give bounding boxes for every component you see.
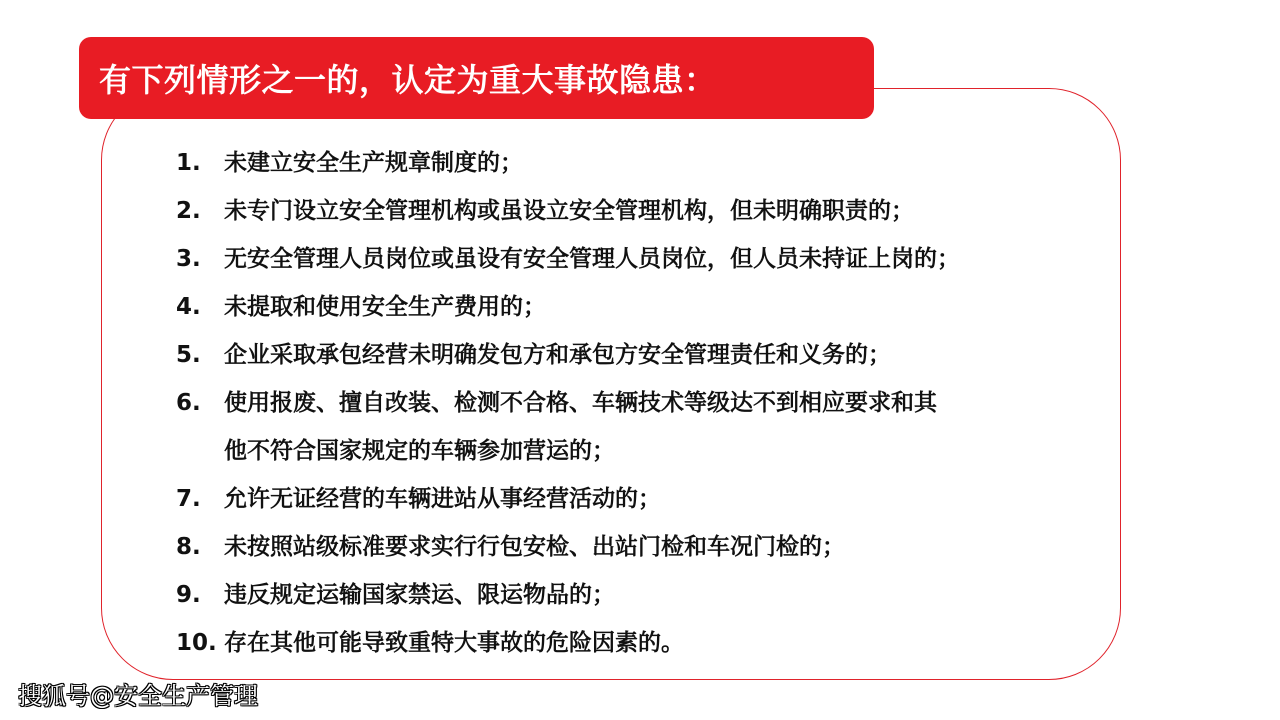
list-item — [176, 571, 1076, 619]
item-text-line-1: 使用报废、擅自改装、检测不合格、车辆技术等级达不到相应要求和其 — [224, 390, 937, 416]
list-item — [176, 139, 1076, 187]
hazard-list — [176, 139, 1076, 667]
title-banner — [79, 37, 874, 119]
watermark: 搜狐号@安全生产管理 — [18, 682, 258, 710]
list-item — [176, 379, 1076, 475]
item-text: 存在其他可能导致重特大事故的危险因素的。 — [224, 630, 684, 656]
item-text: 无安全管理人员岗位或虽设有安全管理人员岗位，但人员未持证上岗的； — [224, 246, 960, 272]
item-number: 2. — [176, 198, 201, 224]
item-text: 未提取和使用安全生产费用的； — [224, 294, 546, 320]
item-text: 企业采取承包经营未明确发包方和承包方安全管理责任和义务的； — [224, 342, 891, 368]
item-number: 3. — [176, 246, 201, 272]
list-item — [176, 235, 1076, 283]
list-item — [176, 523, 1076, 571]
item-text: 未专门设立安全管理机构或虽设立安全管理机构，但未明确职责的； — [224, 198, 914, 224]
item-text: 允许无证经营的车辆进站从事经营活动的； — [224, 486, 661, 512]
item-number: 5. — [176, 342, 201, 368]
item-number: 1. — [176, 150, 201, 176]
item-number: 4. — [176, 294, 201, 320]
item-number: 6. — [176, 390, 201, 416]
list-item — [176, 619, 1076, 667]
list-item — [176, 187, 1076, 235]
banner-title: 有下列情形之一的，认定为重大事故隐患： — [99, 61, 717, 99]
item-text: 未按照站级标准要求实行行包安检、出站门检和车况门检的； — [224, 534, 845, 560]
list-item — [176, 475, 1076, 523]
item-text: 未建立安全生产规章制度的； — [224, 150, 523, 176]
item-number: 10. — [176, 630, 217, 656]
item-text-line-2: 他不符合国家规定的车辆参加营运的； — [224, 438, 615, 464]
item-number: 9. — [176, 582, 201, 608]
item-text-multiline — [224, 379, 1076, 475]
list-item — [176, 283, 1076, 331]
list-item — [176, 331, 1076, 379]
item-number: 7. — [176, 486, 201, 512]
item-number: 8. — [176, 534, 201, 560]
item-text: 违反规定运输国家禁运、限运物品的； — [224, 582, 615, 608]
